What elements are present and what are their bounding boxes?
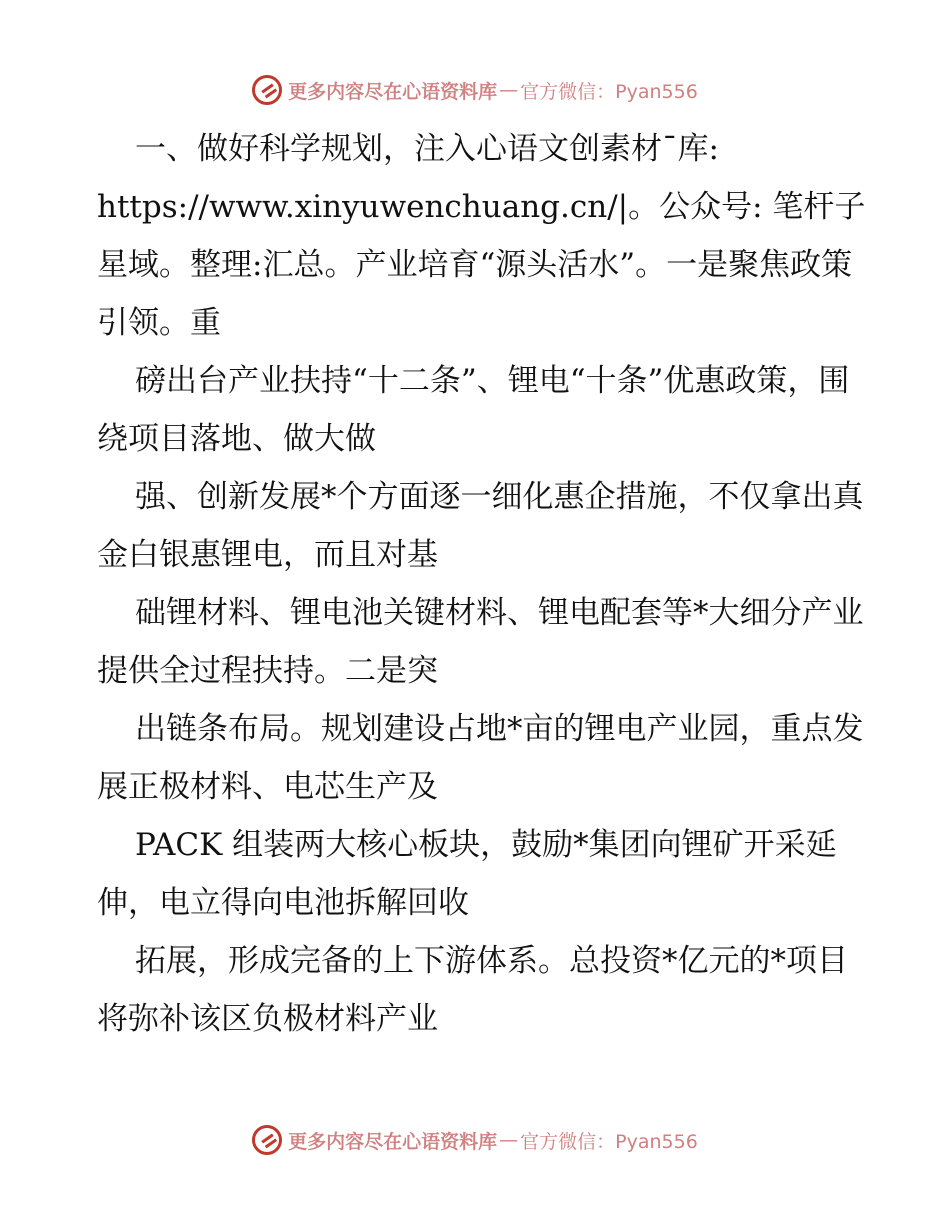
watermark-brand-text: 更多内容尽在心语资料库: [288, 1130, 498, 1153]
paragraph-4: 础锂材料、锂电池关键材料、锂电配套等*大细分产业提供全过程扶持。二是突: [97, 595, 864, 689]
paragraph-6: PACK 组装两大核心板块，鼓励*集团向锂矿开采延伸，电立得向电池拆解回收: [97, 827, 837, 921]
brand-logo-icon: [252, 75, 282, 105]
paragraph-7: 拓展，形成完备的上下游体系。总投资*亿元的*项目将弥补该区负极材料产业: [97, 943, 848, 1037]
paragraph-5: 出链条布局。规划建设占地*亩的锂电产业园，重点发展正极材料、电芯生产及: [97, 711, 864, 805]
paragraph-3: 强、创新发展*个方面逐一细化惠企措施，不仅拿出真金白银惠锂电，而且对基: [97, 479, 864, 573]
paragraph-2: 磅出台产业扶持“十二条”、锂电“十条”优惠政策，围绕项目落地、做大做: [97, 363, 850, 457]
watermark-contact-text: 官方微信：Pyan556: [520, 80, 698, 103]
watermark-dash: —: [499, 79, 519, 101]
footer-watermark-banner: [0, 1120, 950, 1160]
brand-logo-icon: [252, 1125, 282, 1155]
watermark-dash: —: [499, 1129, 519, 1151]
paragraph-1: 一、做好科学规划，注入心语文创素材¯库: https://www.xinyuwenchuang.cn/|。公众号: 笔杆子星域。整理:汇总。产业培育“源头活水”。一是聚焦政策引领。重: [97, 131, 866, 341]
header-watermark-banner: [0, 70, 950, 110]
watermark-brand-text: 更多内容尽在心语资料库: [288, 80, 498, 103]
document-body: [97, 120, 867, 1048]
watermark-contact-text: 官方微信：Pyan556: [520, 1130, 698, 1153]
